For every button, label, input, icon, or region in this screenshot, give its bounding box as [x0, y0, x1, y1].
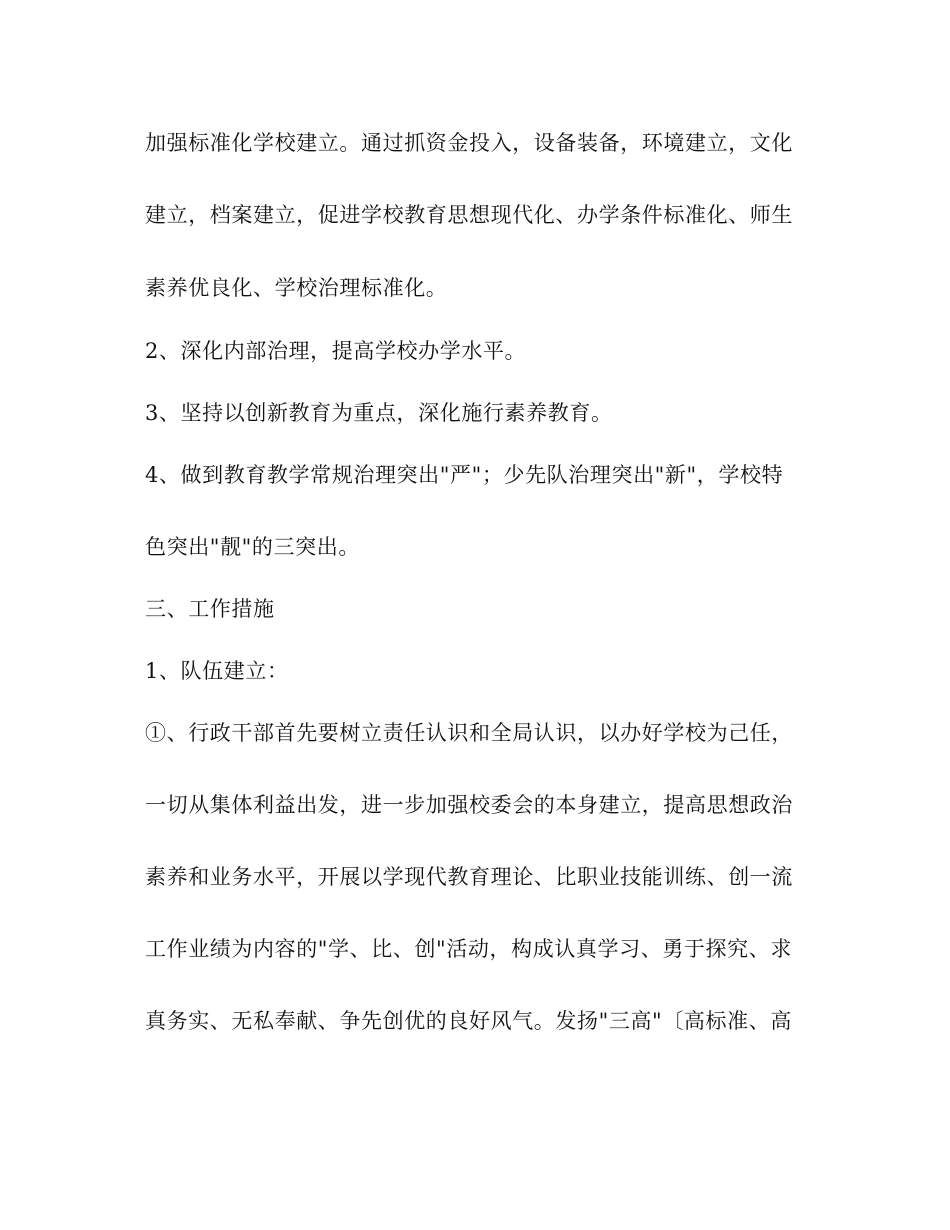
section-heading: 三、工作措施	[145, 597, 275, 621]
paragraph-line-2: 建立，档案建立，促进学校教育思想现代化、办学条件标准化、师生	[145, 203, 793, 227]
paragraph-line-6: 素养和业务水平，开展以学现代教育理论、比职业技能训练、创一流	[145, 865, 793, 889]
list-item-4-line-1: 4、做到教育教学常规治理突出"严"；少先队治理突出"新"，学校特	[145, 463, 784, 487]
list-item-2: 2、深化内部治理，提高学校办学水平。	[145, 339, 527, 363]
paragraph-line-8: 真务实、无私奉献、争先创优的良好风气。发扬"三高"〔高标准、高	[145, 1009, 792, 1033]
paragraph-line-7: 工作业绩为内容的"学、比、创"活动，构成认真学习、勇于探究、求	[145, 937, 792, 961]
list-item-3: 3、坚持以创新教育为重点，深化施行素养教育。	[145, 401, 613, 425]
paragraph-line-3: 素养优良化、学校治理标准化。	[145, 276, 448, 300]
paragraph-line-4: ①、行政干部首先要树立责任认识和全局认识，以办好学校为己任，	[145, 721, 793, 745]
list-item-4-line-2: 色突出"靓"的三突出。	[145, 535, 360, 559]
paragraph-line-5: 一切从集体利益出发，进一步加强校委会的本身建立，提高思想政治	[145, 793, 793, 817]
paragraph-line-1: 加强标准化学校建立。通过抓资金投入，设备装备，环境建立，文化	[145, 131, 793, 155]
subsection-heading: 1、队伍建立：	[145, 659, 289, 683]
